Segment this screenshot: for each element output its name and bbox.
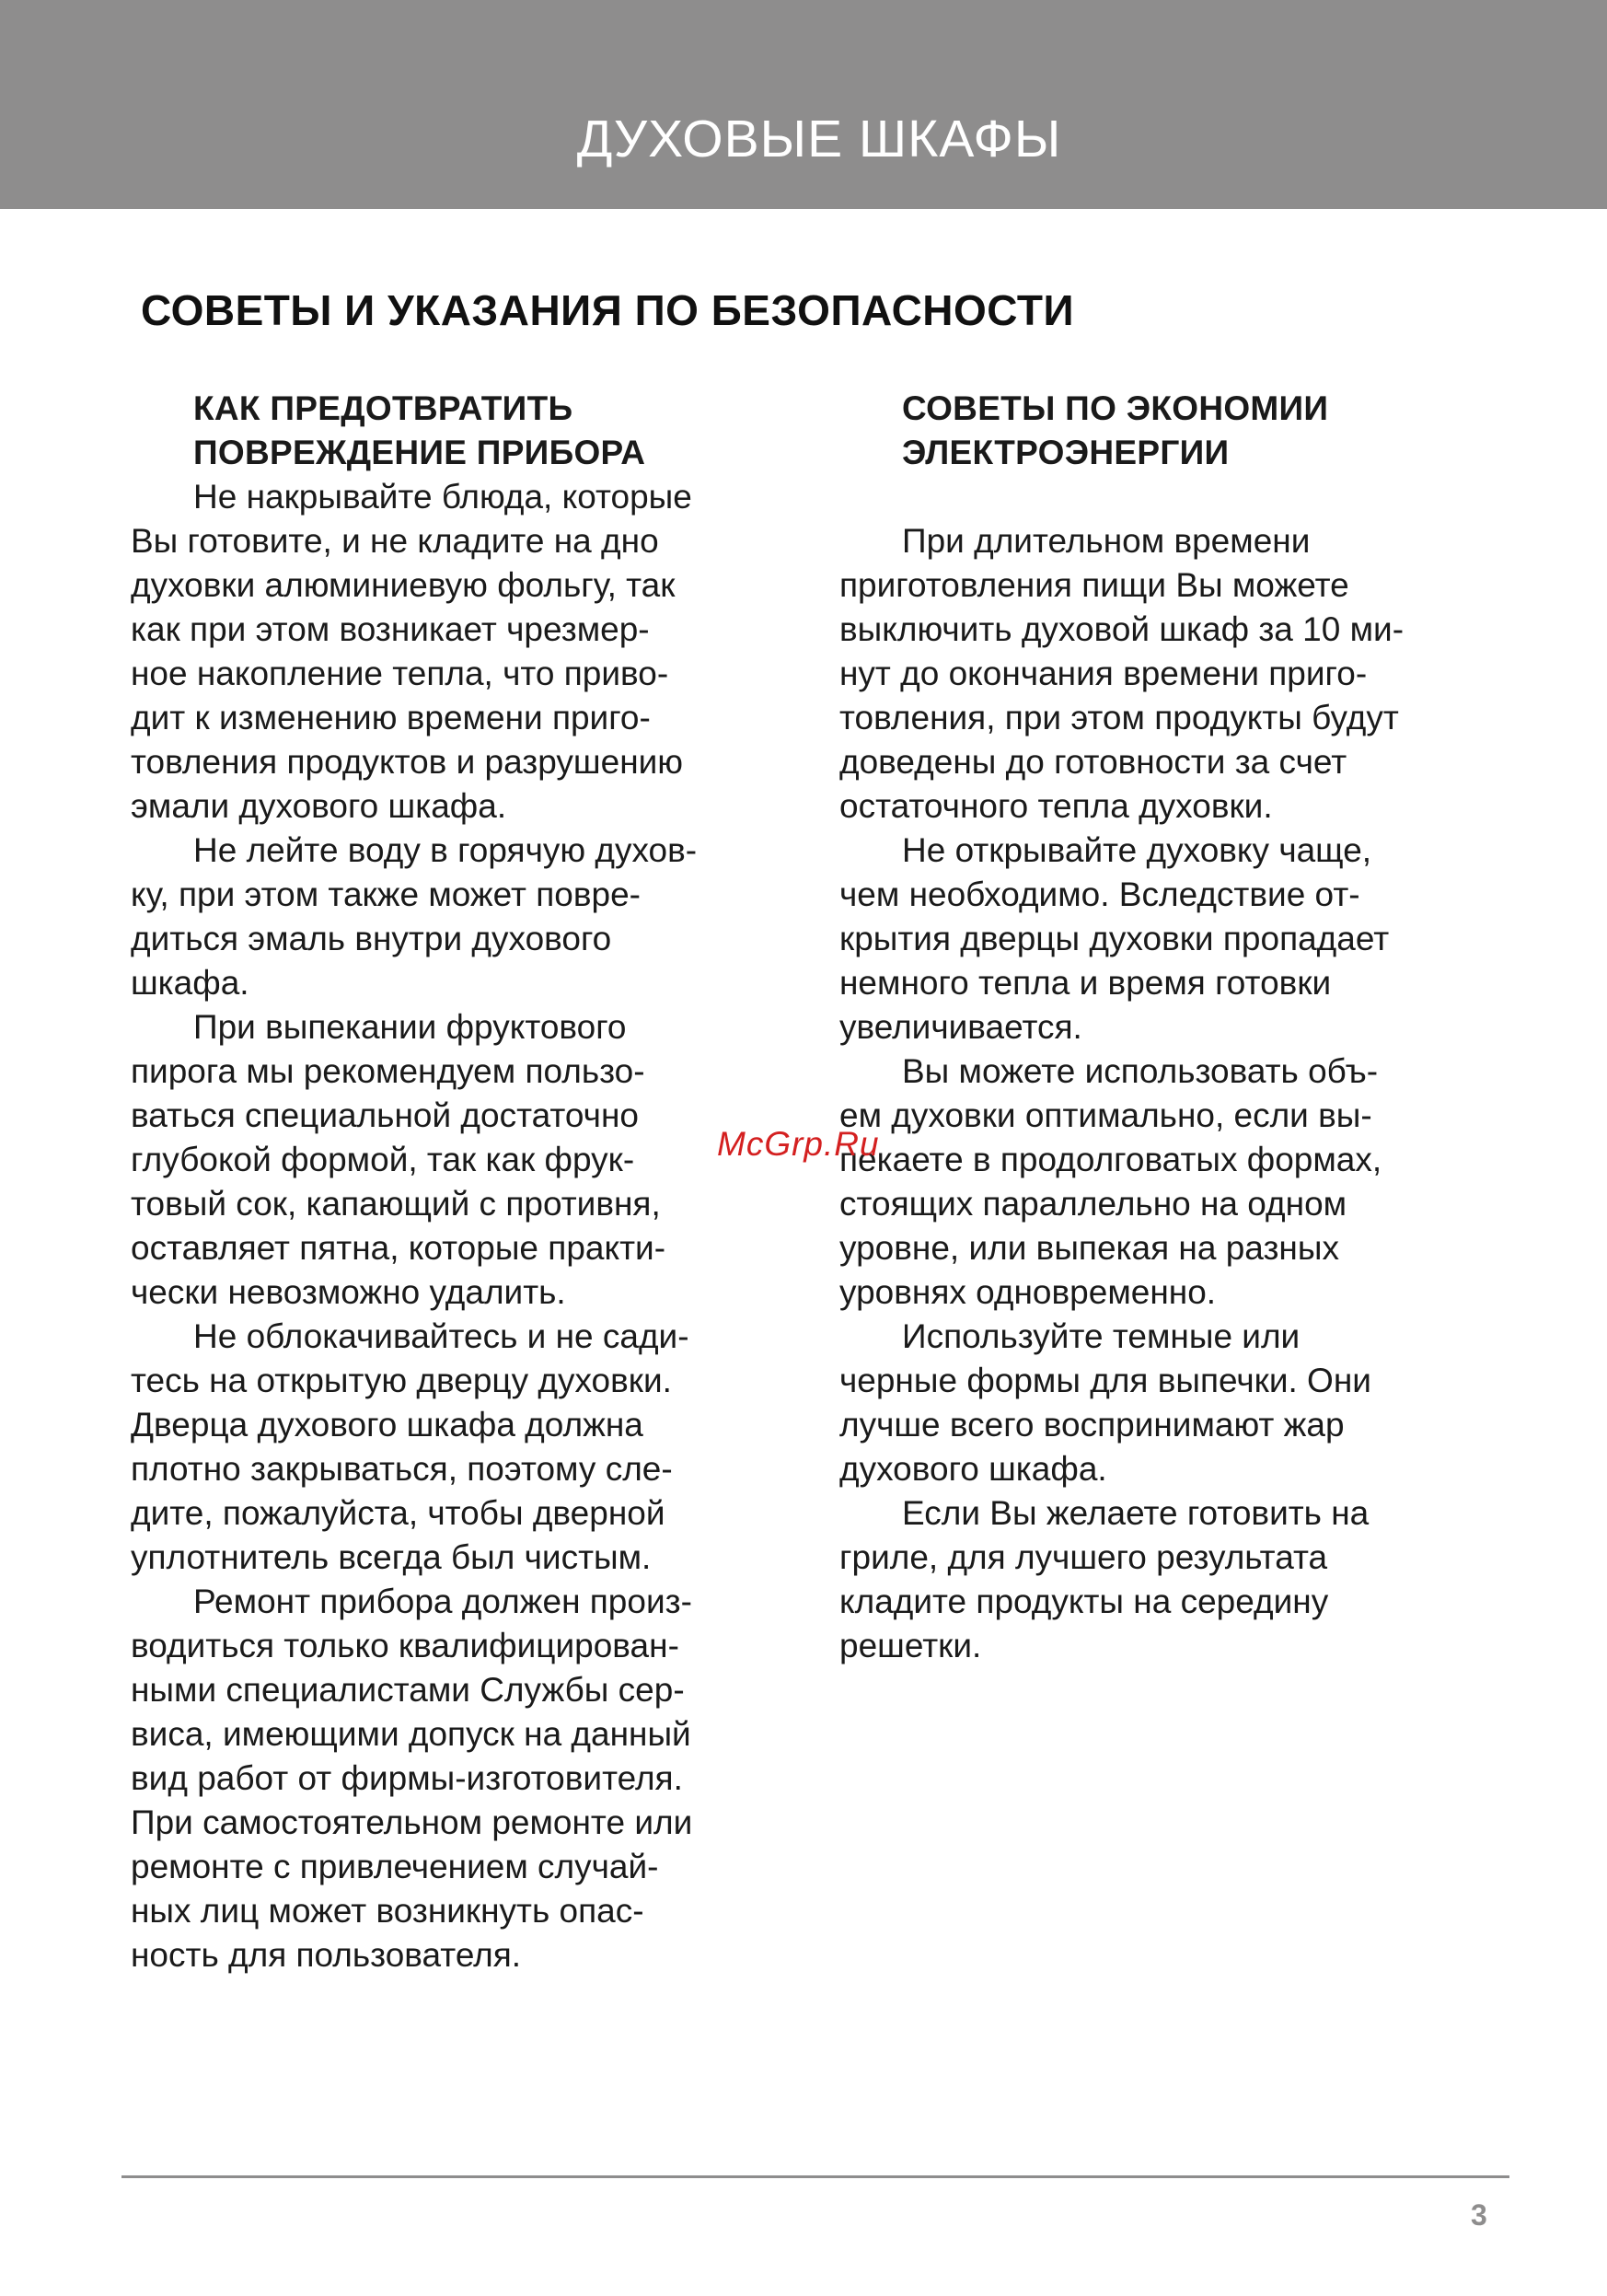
text-line: Вы готовите, и не кладите на дно bbox=[131, 522, 659, 560]
paragraph bbox=[839, 829, 1474, 1049]
text-line: Ремонт прибора должен произ- bbox=[193, 1583, 692, 1620]
text-line: шкафа. bbox=[131, 964, 249, 1002]
text-line: черные формы для выпечки. Они bbox=[839, 1362, 1371, 1399]
text-line: оставляет пятна, которые практи- bbox=[131, 1229, 666, 1267]
text-line: При длительном времени bbox=[902, 522, 1311, 560]
page-header-title: ДУХОВЫЕ ШКАФЫ bbox=[576, 110, 1062, 168]
text-line: немного тепла и время готовки bbox=[839, 964, 1332, 1002]
text-line: Если Вы желаете готовить на bbox=[902, 1494, 1370, 1532]
text-line: ными специалистами Службы сер- bbox=[131, 1671, 685, 1709]
text-line: ку, при этом также может повре- bbox=[131, 875, 641, 913]
text-line: уплотнитель всегда был чистым. bbox=[131, 1538, 652, 1576]
paragraph bbox=[839, 1315, 1474, 1491]
text-line: Не накрывайте блюда, которые bbox=[193, 478, 692, 516]
paragraph bbox=[839, 519, 1474, 829]
text-line: стоящих параллельно на одном bbox=[839, 1185, 1347, 1223]
text-line: дите, пожалуйста, чтобы дверной bbox=[131, 1494, 665, 1532]
paragraph bbox=[131, 1580, 766, 1977]
text-line: глубокой формой, так как фрук- bbox=[131, 1141, 635, 1178]
text-line: уровне, или выпекая на разных bbox=[839, 1229, 1339, 1267]
heading-line: ЭЛЕКТРОЭНЕРГИИ bbox=[902, 434, 1230, 471]
heading-line: СОВЕТЫ ПО ЭКОНОМИИ bbox=[902, 389, 1329, 427]
text-line: Дверца духового шкафа должна bbox=[131, 1406, 643, 1444]
heading-line: КАК ПРЕДОТВРАТИТЬ bbox=[193, 389, 573, 427]
text-line: ных лиц может возникнуть опас- bbox=[131, 1892, 644, 1930]
text-line: товления, при этом продукты будут bbox=[839, 699, 1399, 736]
text-line: остаточного тепла духовки. bbox=[839, 787, 1273, 825]
section-title: СОВЕТЫ И УКАЗАНИЯ ПО БЕЗОПАСНОСТИ bbox=[141, 286, 1075, 334]
text-line: диться эмаль внутри духового bbox=[131, 920, 612, 957]
text-line: выключить духовой шкаф за 10 ми- bbox=[839, 610, 1405, 648]
text-line: дит к изменению времени приго- bbox=[131, 699, 651, 736]
header-band bbox=[0, 0, 1607, 209]
text-line: как при этом возникает чрезмер- bbox=[131, 610, 650, 648]
left-column-body bbox=[131, 475, 766, 1977]
footer-divider bbox=[121, 2175, 1509, 2178]
text-line: ремонте с привлечением случай- bbox=[131, 1848, 659, 1885]
paragraph bbox=[839, 1491, 1474, 1668]
text-line: чем необходимо. Вследствие от- bbox=[839, 875, 1360, 913]
text-line: ность для пользователя. bbox=[131, 1936, 522, 1974]
text-line: лучше всего воспринимают жар bbox=[839, 1406, 1345, 1444]
text-line: доведены до готовности за счет bbox=[839, 743, 1347, 781]
text-line: виса, имеющими допуск на данный bbox=[131, 1715, 691, 1753]
text-line: гриле, для лучшего результата bbox=[839, 1538, 1328, 1576]
paragraph bbox=[131, 475, 766, 829]
text-line: уровнях одновременно. bbox=[839, 1273, 1217, 1311]
text-line: решетки. bbox=[839, 1627, 982, 1664]
text-line: вид работ от фирмы-изготовителя. bbox=[131, 1759, 683, 1797]
text-line: плотно закрываться, поэтому сле- bbox=[131, 1450, 673, 1488]
right-column-body bbox=[839, 519, 1474, 1668]
text-line: тесь на открытую дверцу духовки. bbox=[131, 1362, 672, 1399]
paragraph bbox=[131, 1005, 766, 1315]
text-line: Не лейте воду в горячую духов- bbox=[193, 831, 698, 869]
text-line: эмали духового шкафа. bbox=[131, 787, 507, 825]
text-line: ем духовки оптимально, если вы- bbox=[839, 1096, 1372, 1134]
text-line: Используйте темные или bbox=[902, 1317, 1301, 1355]
left-column-heading bbox=[131, 387, 766, 475]
text-line: Вы можете использовать объ- bbox=[902, 1052, 1379, 1090]
paragraph bbox=[839, 1049, 1474, 1315]
text-line: При выпекании фруктового bbox=[193, 1008, 627, 1046]
text-line: Не облокачивайтесь и не сади- bbox=[193, 1317, 689, 1355]
watermark: McGrp.Ru bbox=[717, 1125, 880, 1163]
heading-line: ПОВРЕЖДЕНИЕ ПРИБОРА bbox=[193, 434, 646, 471]
text-line: товления продуктов и разрушению bbox=[131, 743, 684, 781]
page-number: 3 bbox=[1471, 2198, 1487, 2232]
text-line: увеличивается. bbox=[839, 1008, 1082, 1046]
right-column-heading bbox=[839, 387, 1474, 475]
right-column bbox=[839, 387, 1474, 1668]
text-line: пирога мы рекомендуем пользо- bbox=[131, 1052, 645, 1090]
left-column bbox=[131, 387, 766, 1977]
text-line: кладите продукты на середину bbox=[839, 1583, 1329, 1620]
text-line: пекаете в продолговатых формах, bbox=[839, 1141, 1382, 1178]
text-line: крытия дверцы духовки пропадает bbox=[839, 920, 1390, 957]
text-line: товый сок, капающий с противня, bbox=[131, 1185, 661, 1223]
text-line: духового шкафа. bbox=[839, 1450, 1107, 1488]
text-line: Не открывайте духовку чаще, bbox=[902, 831, 1372, 869]
text-line: ное накопление тепла, что приво- bbox=[131, 655, 669, 692]
paragraph bbox=[131, 1315, 766, 1580]
text-line: ваться специальной достаточно bbox=[131, 1096, 639, 1134]
text-line: духовки алюминиевую фольгу, так bbox=[131, 566, 676, 604]
text-line: При самостоятельном ремонте или bbox=[131, 1803, 693, 1841]
text-line: чески невозможно удалить. bbox=[131, 1273, 566, 1311]
text-line: приготовления пищи Вы можете bbox=[839, 566, 1349, 604]
text-line: водиться только квалифицирован- bbox=[131, 1627, 679, 1664]
paragraph bbox=[131, 829, 766, 1005]
text-line: нут до окончания времени приго- bbox=[839, 655, 1368, 692]
